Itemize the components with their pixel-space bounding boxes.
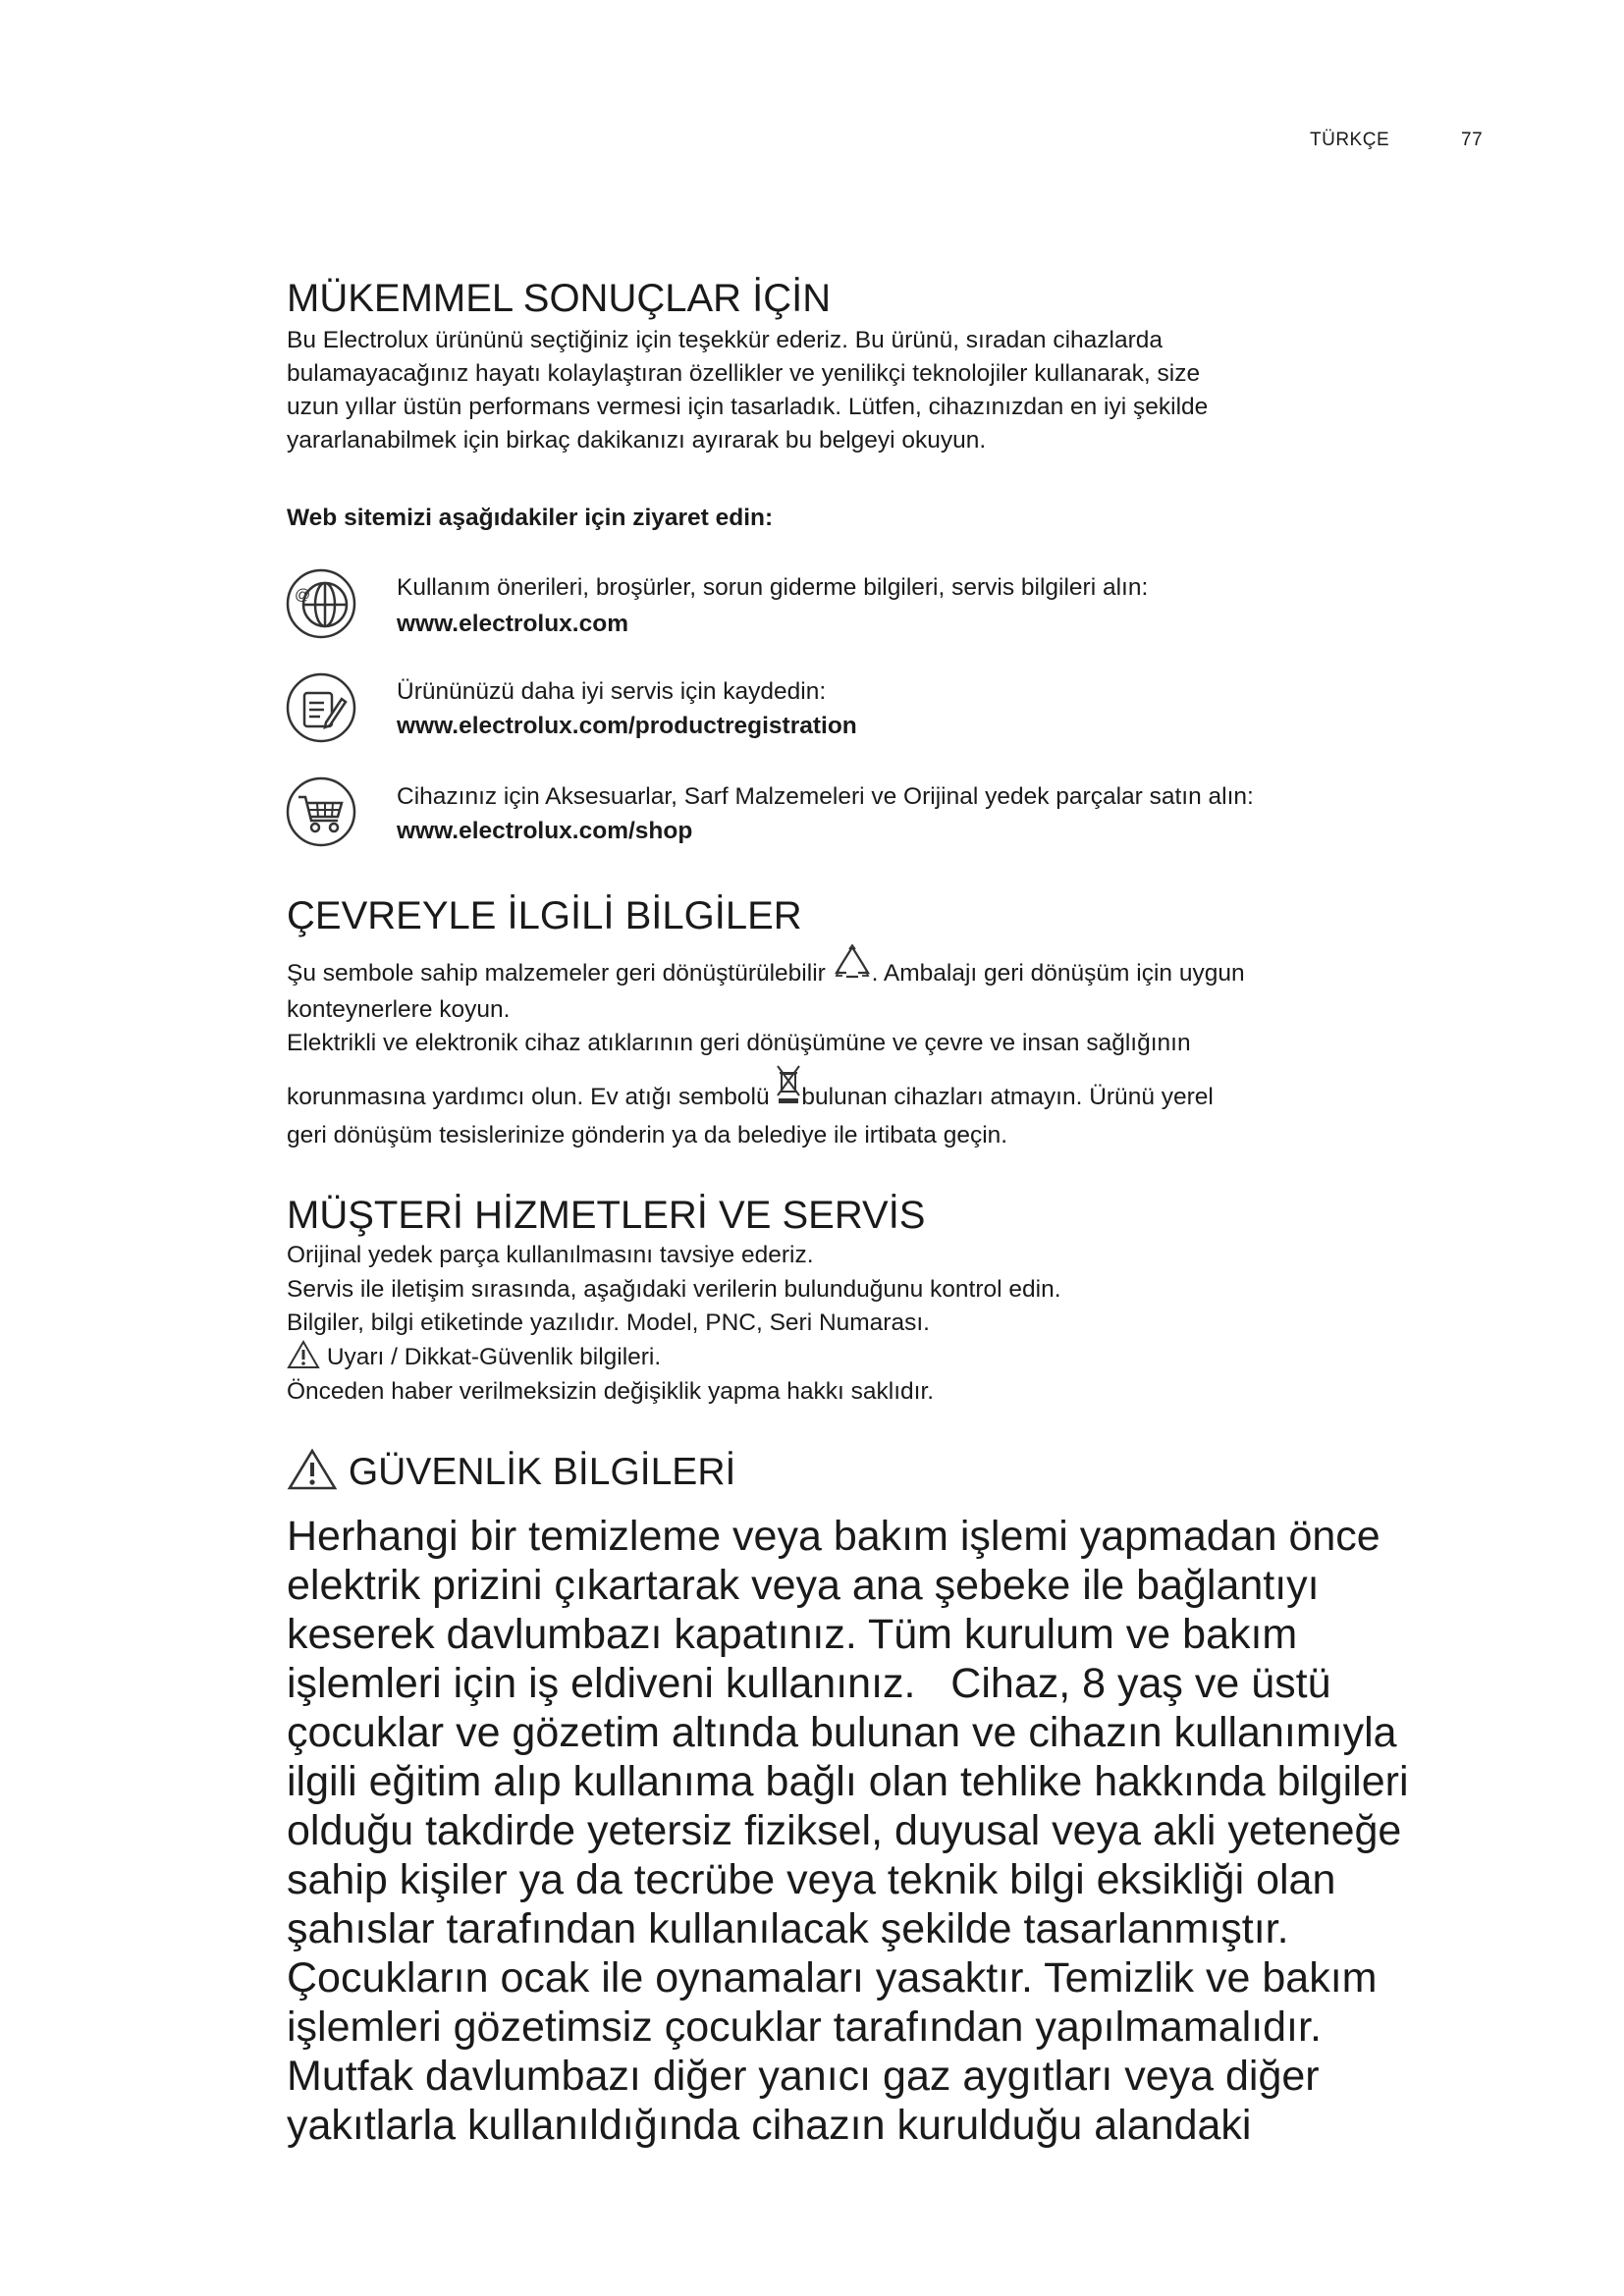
environment-line-3: Elektrikli ve elektronik cihaz atıklarının geri dönüşümüne ve çevre ve insan sağlığının <box>287 1030 1191 1056</box>
safety-paragraph <box>287 1512 1409 2150</box>
safety-line: olduğu takdirde yetersiz fiziksel, duyusal veya akli yeteneğe <box>287 1807 1402 1854</box>
web-link-shop[interactable]: www.electrolux.com/shop <box>397 818 693 844</box>
intro-paragraph <box>287 324 1208 457</box>
svg-text:@: @ <box>295 587 311 604</box>
safety-title: GÜVENLİK BİLGİLERİ <box>287 1451 735 1494</box>
web-item-text-1: Kullanım önerileri, broşürler, sorun giderme bilgileri, servis bilgileri alın: <box>397 574 1149 601</box>
environment-line-2: konteynerlere koyun. <box>287 996 511 1023</box>
safety-line: elektrik prizini çıkartarak veya ana şebeke ile bağlantıyı <box>287 1562 1320 1609</box>
web-heading: Web sitemizi aşağıdakiler için ziyaret edin: <box>287 505 774 531</box>
service-title: MÜŞTERİ HİZMETLERİ VE SERVİS <box>287 1194 926 1237</box>
safety-line: işlemleri gözetimsiz çocuklar tarafından yapılmamalıdır. <box>287 2003 1322 2051</box>
service-line-2: Servis ile iletişim sırasında, aşağıdaki verilerin bulunduğunu kontrol edin. <box>287 1276 1061 1303</box>
safety-line: Çocukların ocak ile oynamaları yasaktır. Temizlik ve bakım <box>287 1954 1378 2002</box>
warning-icon <box>287 1448 338 1491</box>
web-item-text-2: Ürününüzü daha iyi servis için kaydedin: <box>397 678 827 705</box>
safety-line: Herhangi bir temizleme veya bakım işlemi yapmadan önce <box>287 1513 1380 1560</box>
safety-line: sahip kişiler ya da tecrübe veya teknik bilgi eksikliği olan <box>287 1856 1336 1903</box>
safety-line: keserek davlumbazı kapatınız. Tüm kurulum ve bakım <box>287 1611 1298 1658</box>
environment-line-1: Şu sembole sahip malzemeler geri dönüştürülebilir . Ambalajı geri dönüşüm için uygun <box>287 957 1245 990</box>
intro-line: yararlanabilmek için birkaç dakikanızı ayırarak bu belgeyi okuyun. <box>287 427 987 454</box>
safety-line: ilgili eğitim alıp kullanıma bağlı olan tehlike hakkında bilgileri <box>287 1758 1409 1805</box>
web-link-productregistration[interactable]: www.electrolux.com/productregistration <box>397 713 857 739</box>
service-line-3: Bilgiler, bilgi etiketinde yazılıdır. Model, PNC, Seri Numarası. <box>287 1309 930 1336</box>
service-warning: Uyarı / Dikkat-Güvenlik bilgileri. <box>287 1341 661 1374</box>
environment-line-5: geri dönüşüm tesislerinize gönderin ya da belediye ile irtibata geçin. <box>287 1122 1008 1148</box>
recycle-icon <box>833 943 872 981</box>
safety-line: yakıtlarla kullanıldığında cihazın kurulduğu alandaki <box>287 2102 1252 2149</box>
intro-line: bulamayacağınız hayatı kolaylaştıran özellikler ve yenilikçi teknolojiler kullanarak, size <box>287 360 1201 387</box>
intro-line: uzun yıllar üstün performans vermesi için tasarladık. Lütfen, cihazınızdan en iyi şekilde <box>287 394 1209 420</box>
safety-line: şahıslar tarafından kullanılacak şekilde tasarlanmıştır. <box>287 1905 1289 1952</box>
globe-icon <box>285 567 357 640</box>
header-language: TÜRKÇE <box>1310 130 1390 150</box>
shopping-cart-icon <box>285 775 357 848</box>
crossed-bin-icon <box>776 1062 801 1105</box>
registration-form-icon <box>285 671 357 744</box>
environment-line-4: korunmasına yardımcı olun. Ev atığı sembolü bulunan cihazları atmayın. Ürünü yerel <box>287 1081 1214 1114</box>
environment-title: ÇEVREYLE İLGİLİ BİLGİLER <box>287 894 802 937</box>
service-line-5: Önceden haber verilmeksizin değişiklik yapma hakkı saklıdır. <box>287 1378 935 1405</box>
safety-line: çocuklar ve gözetim altında bulunan ve cihazın kullanımıyla <box>287 1709 1397 1756</box>
service-line-1: Orijinal yedek parça kullanılmasını tavsiye ederiz. <box>287 1242 814 1268</box>
intro-title: MÜKEMMEL SONUÇLAR İÇİN <box>287 277 832 320</box>
intro-line: Bu Electrolux ürününü seçtiğiniz için teşekkür ederiz. Bu ürünü, sıradan cihazlarda <box>287 327 1164 353</box>
page-number: 77 <box>1461 130 1484 150</box>
safety-line: işlemleri için iş eldiveni kullanınız. Cihaz, 8 yaş ve üstü <box>287 1660 1331 1707</box>
web-link-electrolux[interactable]: www.electrolux.com <box>397 611 628 637</box>
warning-icon <box>287 1340 320 1369</box>
web-item-text-3: Cihazınız için Aksesuarlar, Sarf Malzemeleri ve Orijinal yedek parçalar satın alın: <box>397 783 1254 810</box>
safety-line: Mutfak davlumbazı diğer yanıcı gaz aygıtları veya diğer <box>287 2053 1320 2100</box>
